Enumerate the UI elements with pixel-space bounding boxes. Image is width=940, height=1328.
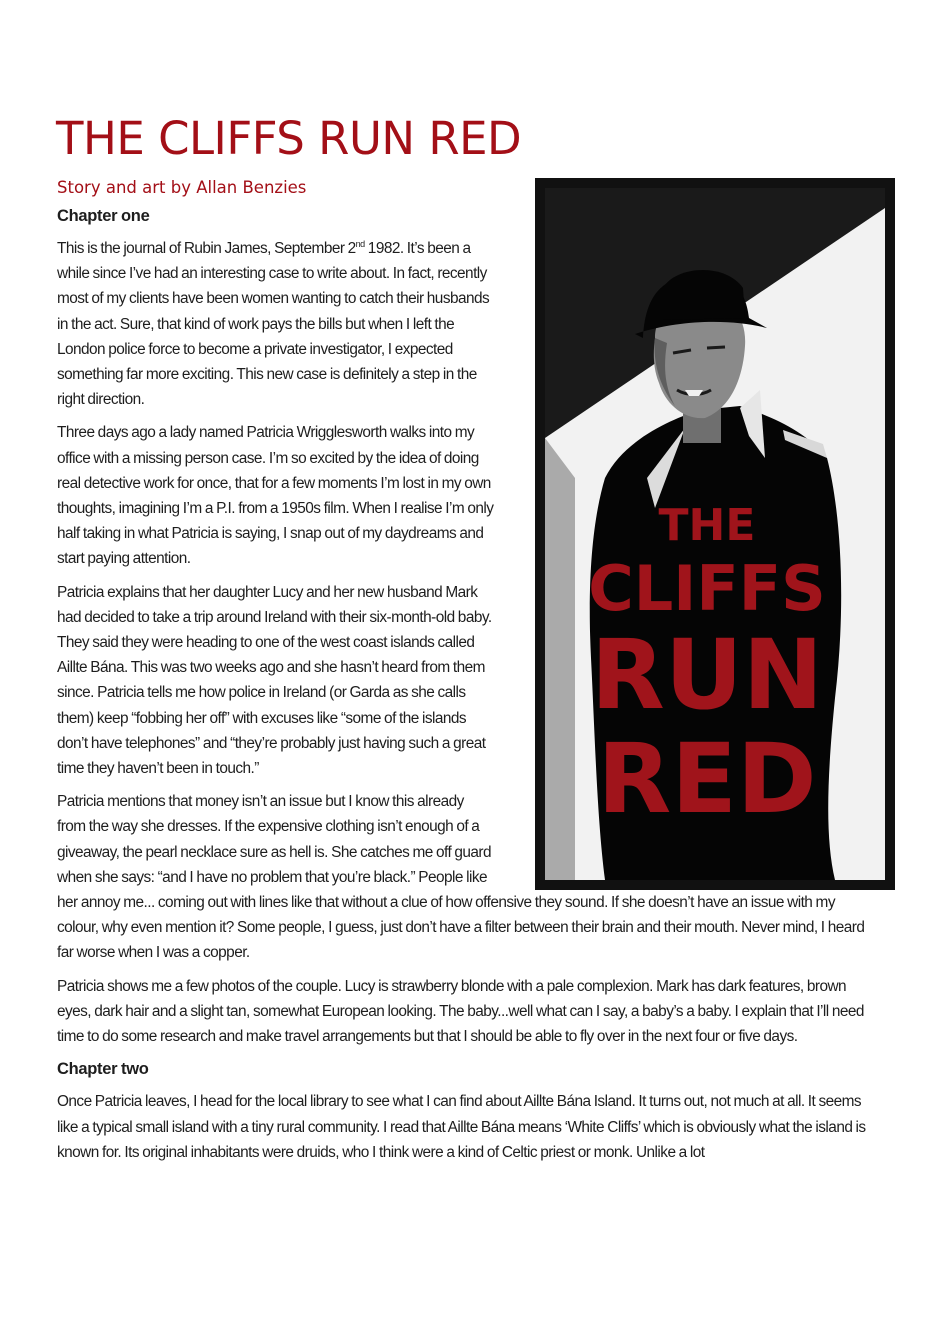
chapter-heading: Chapter one: [57, 207, 150, 225]
cover-illustration: [535, 178, 895, 890]
poster-title-line: RUN: [590, 619, 824, 731]
chapter-heading: Chapter two: [57, 1060, 149, 1079]
byline: Story and art by Allan Benzies: [57, 178, 307, 197]
poster-title-line: CLIFFS: [588, 552, 826, 625]
story-title: THE CLIFFS RUN RED: [56, 112, 522, 165]
poster-title-line: RED: [597, 723, 817, 835]
paragraph: Patricia shows me a few photos of the couple. Lucy is strawberry blonde with a pale complexion. Mark has dark features, brown eyes, dark hair and a slight tan, somewhat European looking. The baby...well what can I say, a baby’s a baby. I explain that I’ll need time to do some research and make travel arrangements but that I should be able to fly over in the next four or five days.: [57, 977, 864, 1046]
paragraph: Patricia explains that her daughter Lucy and her new husband Mark had decided to take a trip around Ireland with their six-month-old baby. They said they were heading to one of the west coast islands called Aillte Bána. This was two weeks ago and she hasn’t heard from them since. Patricia tells me how police in Ireland (or Garda as she calls them) keep “fobbing her off” with excuses like “some of the islands don’t have telephones” and “they’re probably just having such a great time they haven’t been in touch.”: [57, 583, 492, 778]
paragraph: This is the journal of Rubin James, September 2nd 1982. It’s been a while since I’ve had an interesting case to write about. In fact, recently most of my clients have been women wanting to catch their husbands in the act. Sure, that kind of work pays the bills but when I left the London police force to become a private investigator, I expected something far more exciting. This new case is definitely a step in the right direction.: [57, 238, 490, 409]
paragraph: Patricia mentions that money isn’t an issue but I know this already from the way she dresses. If the expensive clothing isn’t enough of a giveaway, the pearl necklace sure as hell is. She catches me off guard when she says: “and I have no problem that you’re black.” People like her annoy me... coming out with lines like that without a clue of how offensive they sound. If she doesn’t have an issue with my colour, why even mention it? Some people, I guess, just don’t have a filter between their brain and their mouth. Never mind, I heard far worse when I was a copper.: [57, 793, 865, 962]
paragraph: Once Patricia leaves, I head for the local library to see what I can find about Aillte Bána Island. It turns out, not much at all. It seems like a typical small island with a tiny rural community. I read that Aillte Bána means ‘White Cliffs’ which is obviously what the island is known for. Its original inhabitants were druids, who I think were a kind of Celtic priest or monk. Unlike a lot: [57, 1093, 866, 1161]
paragraph: Three days ago a lady named Patricia Wrigglesworth walks into my office with a missing person case. I’m so excited by the idea of doing real detective work for once, that for a few moments I’m lost in my own thoughts, imagining I’m a P.I. from a 1950s film. When I realise I’m only half taking in what Patricia is saying, I snap out of my daydreams and start paying attention.: [57, 424, 494, 568]
poster-title-line: THE: [658, 500, 756, 551]
